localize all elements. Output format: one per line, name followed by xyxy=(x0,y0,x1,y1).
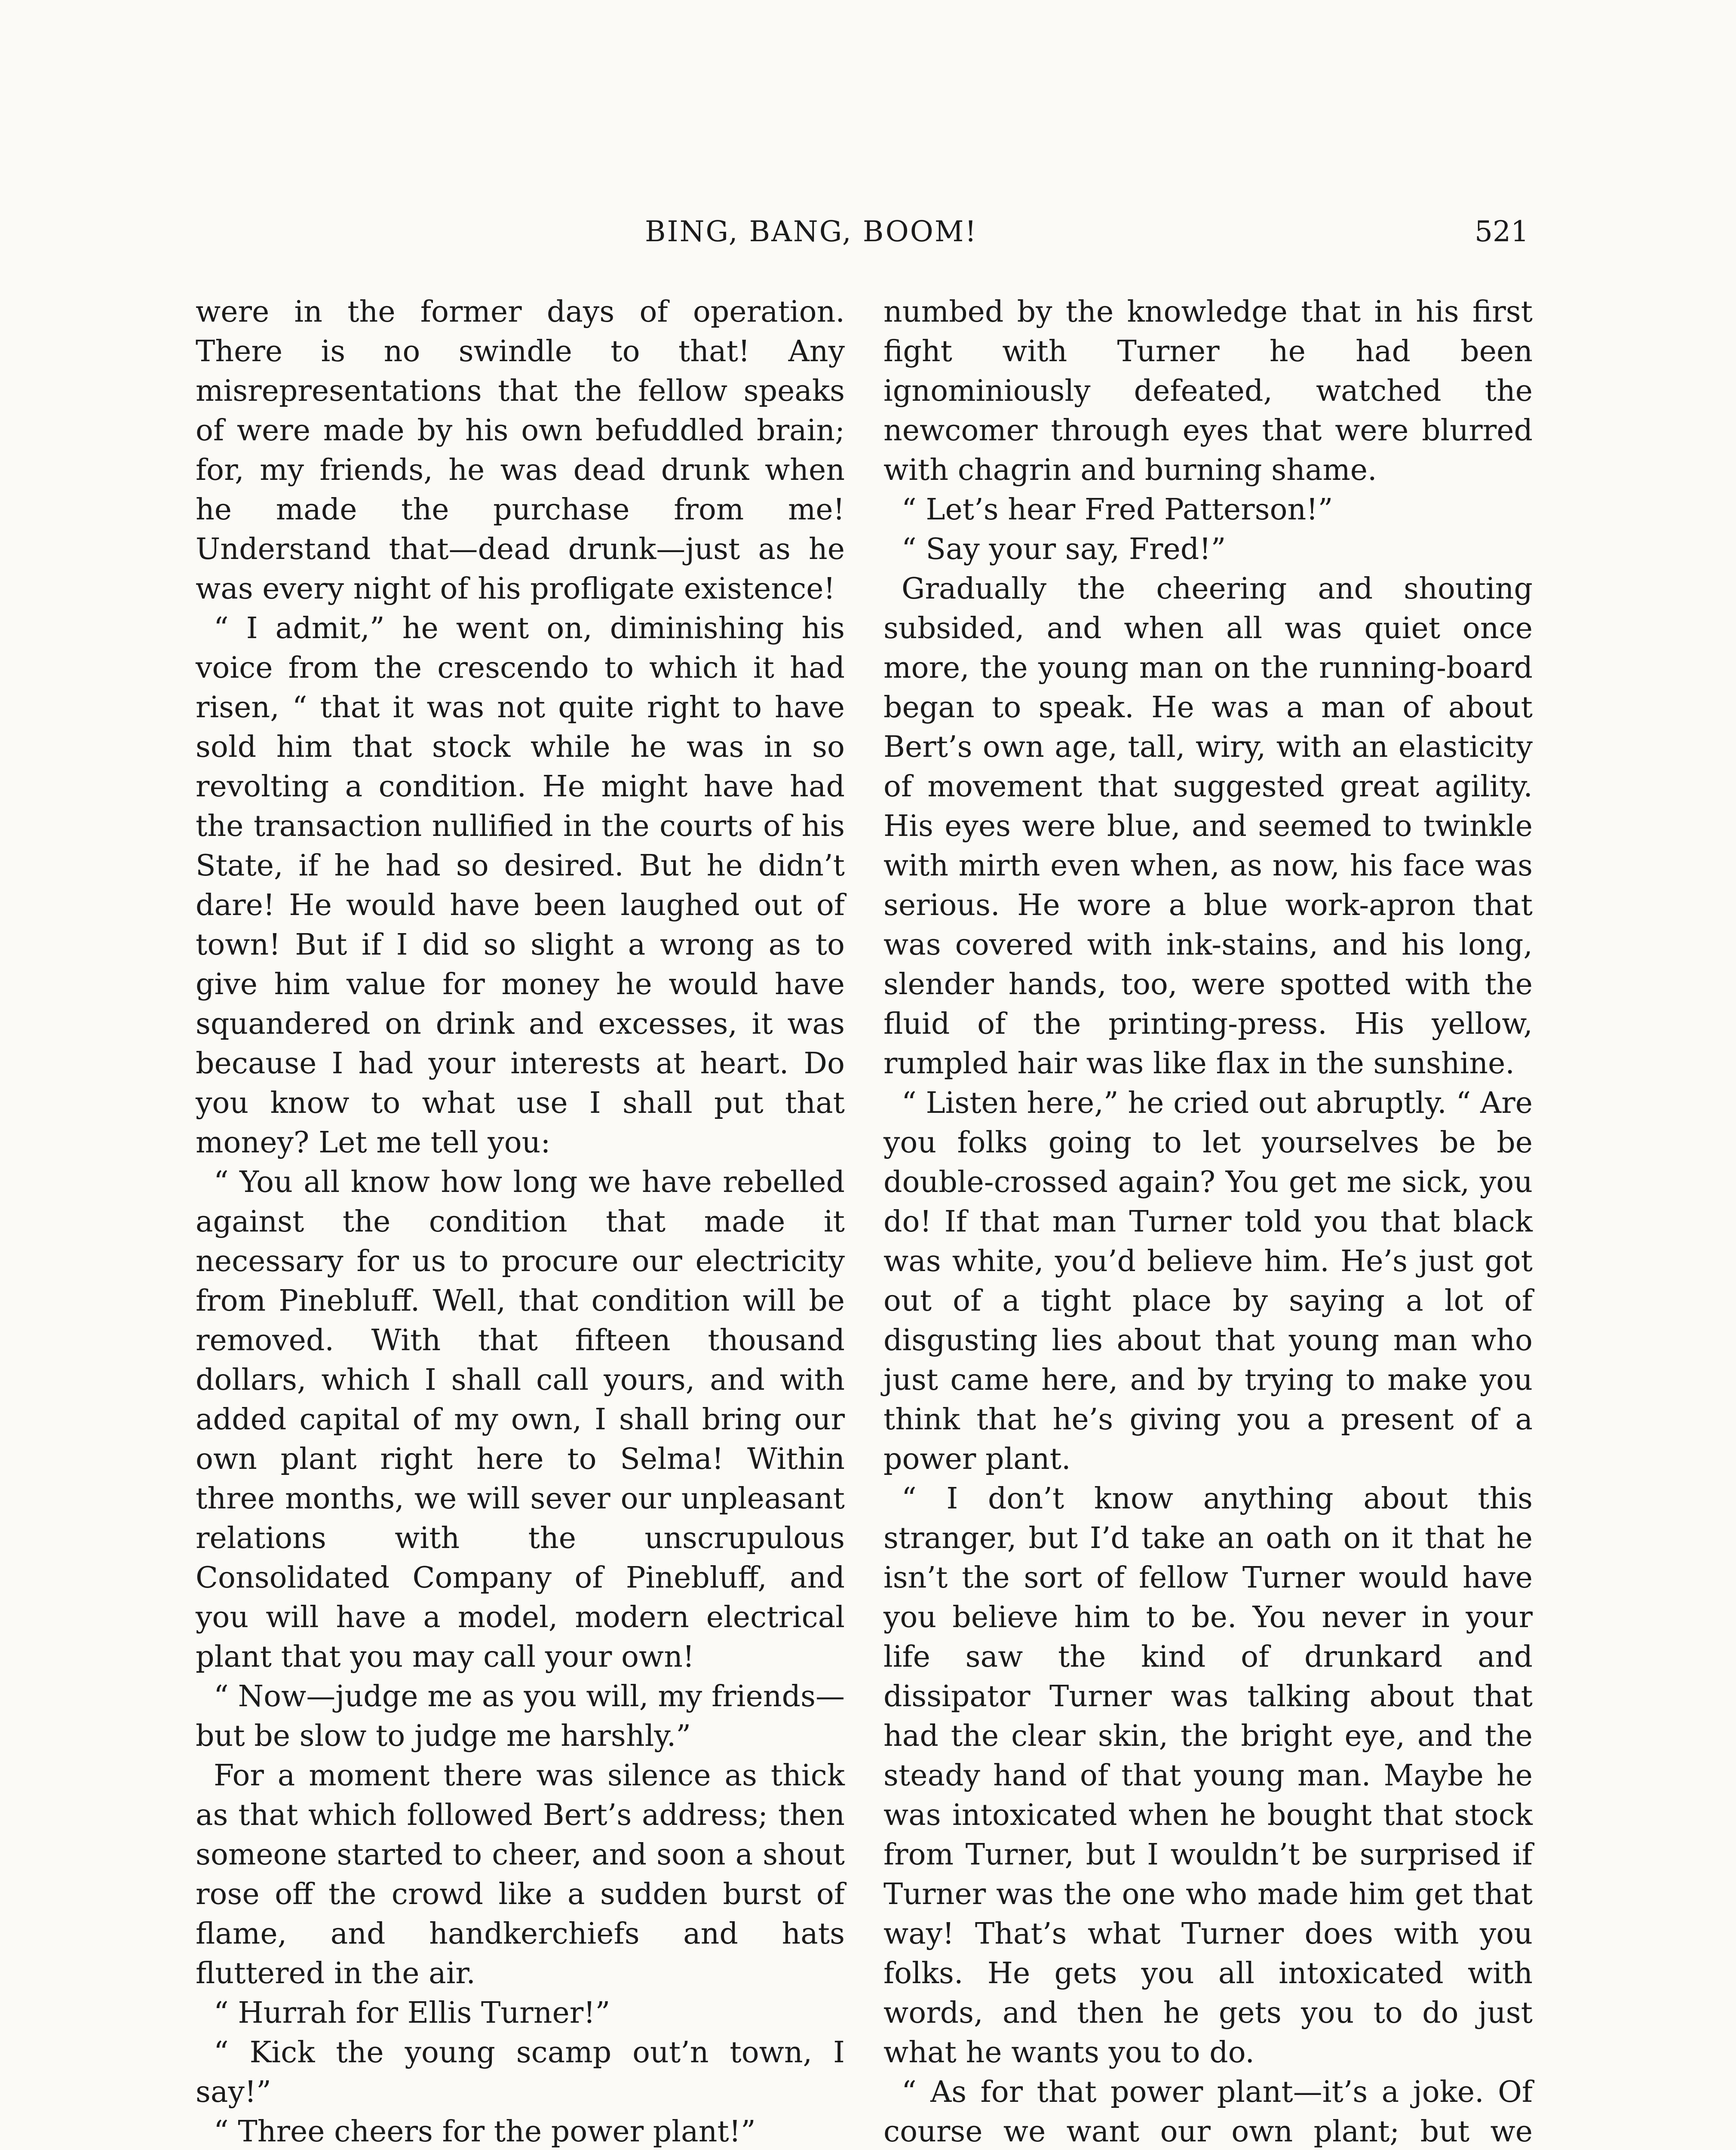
right-column xyxy=(883,292,1533,2150)
paragraph: were in the former days of operation. There is no swindle to that! Any misrepresentations that the fellow speaks of were made by his own befuddled brain; for, my friends, he was dead drunk when he made the purchase from me! Understand that—dead drunk—just as he was every night of his profligate existence! xyxy=(196,295,845,606)
paragraph: “ Listen here,” he cried out abruptly. “ Are you folks going to let yourselves be be double-crossed again? You get me sick, you do! If that man Turner told you that black was white, you’d believe him. He’s just got out of a tight place by saying a lot of disgusting lies about that young man who just came here, and by trying to make you think that he’s giving you a present of a power plant. xyxy=(883,1086,1533,1476)
paragraph: Gradually the cheering and shouting subsided, and when all was quiet once more, the young man on the running-board began to speak. He was a man of about Bert’s own age, tall, wiry, with an elasticity of movement that suggested great agility. His eyes were blue, and seemed to twinkle with mirth even when, as now, his face was serious. He wore a blue work-apron that was covered with ink-stains, and his long, slender hands, too, were spotted with the fluid of the printing-press. His yellow, rumpled hair was like flax in the sunshine. xyxy=(883,572,1533,1081)
page-number: 521 xyxy=(1475,215,1529,248)
paragraph: numbed by the knowledge that in his first fight with Turner he had been ignominiously defeated, watched the newcomer through eyes that were blurred with chagrin and burning shame. xyxy=(883,295,1533,487)
paragraph: “ Kick the young scamp out’n town, I say!” xyxy=(196,2036,845,2109)
paragraph: “ I admit,” he went on, diminishing his voice from the crescendo to which it had risen, “ that it was not quite right to have sold him that stock while he was in so revolting a condition. He might have had the transaction nullified in the courts of his State, if he had so desired. But he didn’t dare! He would have been laughed out of town! But if I did so slight a wrong as to give him value for money he would have squandered on drink and excesses, it was because I had your interests at heart. Do you know to what use I shall put that money? Let me tell you: xyxy=(196,611,845,1160)
running-title: BING, BANG, BOOM! xyxy=(645,215,978,248)
paragraph: For a moment there was silence as thick as that which followed Bert’s address; then someone started to cheer, and soon a shout rose off the crowd like a sudden burst of flame, and handkerchiefs and hats fluttered in the air. xyxy=(196,1759,845,1990)
paragraph: “ Hurrah for Ellis Turner!” xyxy=(214,1996,610,2030)
paragraph: “ As for that power plant—it’s a joke. Of course we want our own plant; but we xyxy=(883,2075,1533,2149)
paragraph: “ I don’t know anything about this stranger, but I’d take an oath on it that he isn’t the sort of fellow Turner would have you believe him to be. You never in your life saw the kind of drunkard and dissipator Turner was talking about that had the clear skin, the bright eye, and the steady hand of that young man. Maybe he was intoxicated when he bought that stock from Turner, but I wouldn’t be surprised if Turner was the one who made him get that way! That’s what Turner does with you folks. He gets you all intoxicated with words, and then he gets you to do just what he wants you to do. xyxy=(883,1482,1533,2070)
paragraph: “ Now—judge me as you will, my friends—but be slow to judge me harshly.” xyxy=(196,1680,845,1753)
left-column xyxy=(196,292,845,2150)
paragraph: “ Say your say, Fred!” xyxy=(902,532,1226,566)
paragraph: “ Three cheers for the power plant!” xyxy=(214,2115,756,2149)
paragraph: “ Let’s hear Fred Patterson!” xyxy=(902,493,1333,527)
paragraph: “ You all know how long we have rebelled against the condition that made it necessary for us to procure our electricity from Pinebluff. Well, that condition will be removed. With that fifteen thousand dollars, which I shall call yours, and with added capital of my own, I shall bring our own plant right here to Selma! Within three months, we will sever our unpleasant relations with the unscrupulous Consolidated Company of Pinebluff, and you will have a model, modern electrical plant that you may call your own! xyxy=(196,1165,845,1674)
